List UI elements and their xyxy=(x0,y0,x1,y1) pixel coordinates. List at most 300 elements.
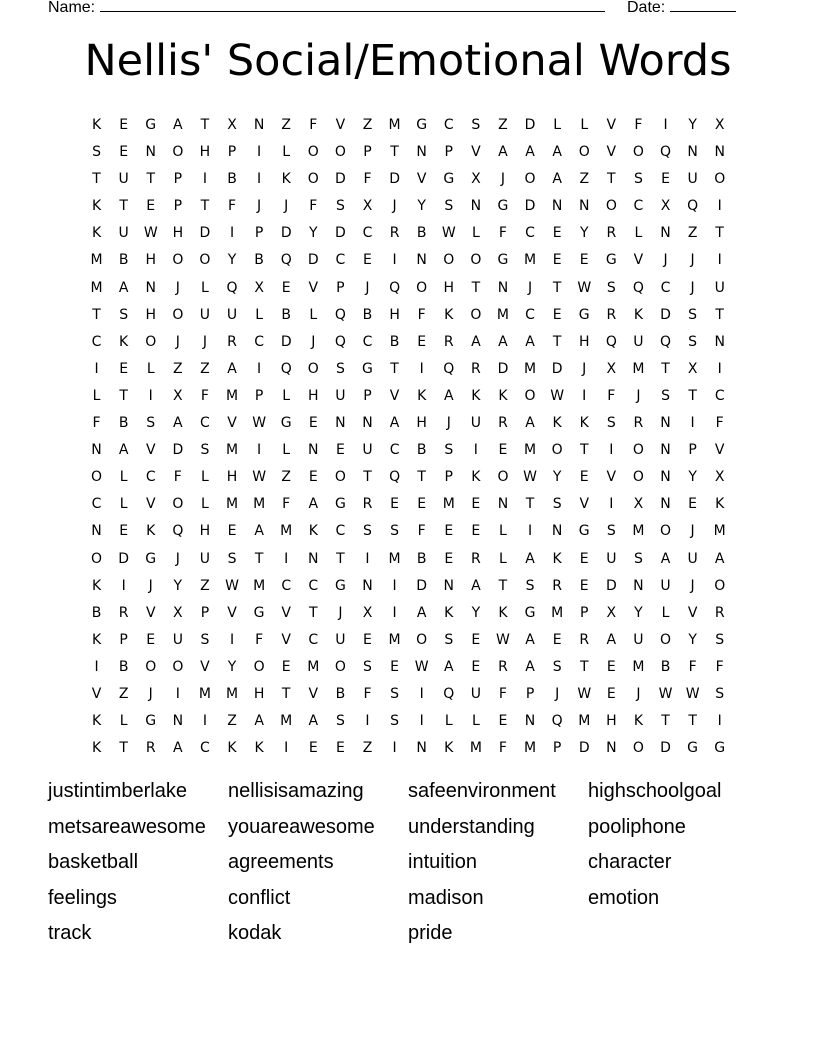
grid-letter: W xyxy=(577,685,592,702)
grid-letter: N xyxy=(660,442,671,459)
name-field[interactable] xyxy=(48,0,605,17)
grid-letter: J xyxy=(500,171,506,188)
grid-letter: N xyxy=(253,117,265,133)
grid-letter: D xyxy=(307,252,319,269)
grid-letter: F xyxy=(92,415,101,432)
grid-letter: P xyxy=(363,387,372,404)
grid-letter: U xyxy=(470,415,481,432)
grid-row xyxy=(83,708,733,735)
grid-letter: M xyxy=(469,740,482,757)
grid-letter: M xyxy=(551,604,564,621)
grid-letter: O xyxy=(470,306,482,323)
grid-letter: H xyxy=(226,469,238,486)
word-list-item: nellisisamazing xyxy=(228,780,364,802)
grid-letter: T xyxy=(525,496,535,513)
grid-letter: J xyxy=(636,685,641,702)
grid-letter: D xyxy=(605,577,617,594)
grid-letter: B xyxy=(254,252,264,269)
grid-letter: L xyxy=(282,387,291,404)
grid-letter: C xyxy=(200,740,210,757)
grid-letter: X xyxy=(633,496,644,513)
grid-letter: G xyxy=(253,604,265,621)
grid-letter: K xyxy=(146,523,156,540)
grid-letter: T xyxy=(119,387,128,404)
grid-letter: I xyxy=(202,171,207,188)
grid-letter: A xyxy=(552,171,562,188)
grid-letter: M xyxy=(253,577,266,594)
grid-letter: E xyxy=(227,523,237,540)
grid-letter: V xyxy=(281,631,291,648)
grid-letter: T xyxy=(281,685,291,702)
grid-letter: N xyxy=(497,496,509,513)
grid-letter: G xyxy=(497,198,509,215)
grid-letter: S xyxy=(390,685,400,702)
grid-letter: D xyxy=(660,740,671,757)
grid-letter: A xyxy=(660,550,671,567)
grid-letter: K xyxy=(91,577,102,594)
grid-letter: L xyxy=(201,496,209,513)
grid-letter: F xyxy=(715,658,724,675)
grid-letter: F xyxy=(634,117,643,133)
grid-letter: S xyxy=(335,713,345,730)
grid-letter: O xyxy=(497,469,509,486)
date-line[interactable] xyxy=(670,0,736,12)
grid-row xyxy=(83,654,733,681)
grid-letter: Z xyxy=(281,117,291,133)
grid-letter: T xyxy=(254,550,264,567)
grid-letter: C xyxy=(91,333,102,350)
grid-letter: D xyxy=(280,333,292,350)
grid-letter: E xyxy=(579,550,589,567)
grid-letter: M xyxy=(90,252,103,269)
grid-row xyxy=(83,112,733,139)
grid-letter: V xyxy=(389,387,400,404)
grid-letter: G xyxy=(145,550,157,567)
grid-row xyxy=(83,464,733,491)
grid-letter: F xyxy=(715,415,724,432)
grid-letter: S xyxy=(200,631,210,648)
grid-letter: I xyxy=(663,117,668,133)
grid-letter: Q xyxy=(389,279,401,296)
word-list-item: kodak xyxy=(228,922,282,945)
grid-letter: A xyxy=(416,604,427,621)
grid-letter: Z xyxy=(200,577,210,594)
grid-letter: J xyxy=(175,333,180,350)
grid-letter: O xyxy=(524,171,536,188)
grid-letter: N xyxy=(91,523,102,540)
grid-letter: G xyxy=(362,360,373,377)
grid-letter: N xyxy=(145,144,156,161)
grid-letter: S xyxy=(633,171,643,188)
grid-letter: I xyxy=(717,252,722,269)
grid-letter: O xyxy=(253,658,265,675)
word-list-item: feelings xyxy=(48,886,117,909)
grid-letter: Q xyxy=(660,333,672,350)
grid-letter: J xyxy=(202,333,207,350)
grid-letter: W xyxy=(685,685,700,702)
grid-letter: W xyxy=(252,469,267,486)
grid-letter: M xyxy=(524,740,537,757)
grid-letter: M xyxy=(713,523,726,540)
grid-letter: J xyxy=(365,279,370,296)
grid-letter: G xyxy=(280,415,292,432)
grid-letter: E xyxy=(308,469,318,486)
grid-letter: E xyxy=(146,198,156,215)
grid-letter: M xyxy=(524,252,537,269)
grid-letter: A xyxy=(254,713,264,730)
grid-letter: O xyxy=(334,469,346,486)
grid-letter: E xyxy=(308,415,318,432)
grid-letter: Z xyxy=(200,360,210,377)
grid-letter: C xyxy=(362,333,373,350)
grid-letter: T xyxy=(607,171,616,188)
grid-row xyxy=(83,491,733,518)
grid-letter: K xyxy=(91,198,102,215)
grid-letter: B xyxy=(416,442,427,459)
grid-row xyxy=(83,247,733,274)
grid-letter: L xyxy=(499,550,507,567)
grid-letter: K xyxy=(91,631,102,648)
grid-letter: N xyxy=(714,333,725,350)
grid-letter: Q xyxy=(605,333,617,350)
grid-letter: I xyxy=(94,360,99,377)
grid-letter: P xyxy=(363,144,372,161)
grid-letter: F xyxy=(417,523,426,540)
grid-letter: R xyxy=(552,577,562,594)
grid-letter: U xyxy=(687,171,698,188)
grid-letter: C xyxy=(308,577,319,594)
word-list-item: conflict xyxy=(228,886,291,909)
grid-letter: G xyxy=(605,252,617,269)
grid-letter: A xyxy=(525,658,535,675)
grid-letter: L xyxy=(553,117,562,133)
grid-letter: N xyxy=(660,225,671,242)
grid-letter: I xyxy=(121,577,126,594)
grid-letter: E xyxy=(579,252,589,269)
grid-row xyxy=(83,220,733,247)
grid-letter: U xyxy=(633,333,644,350)
grid-letter: E xyxy=(335,442,345,459)
grid-letter: V xyxy=(335,117,346,133)
grid-letter: G xyxy=(578,523,590,540)
grid-letter: S xyxy=(92,144,101,161)
grid-letter: I xyxy=(148,387,153,404)
grid-letter: C xyxy=(633,198,644,215)
grid-letter: S xyxy=(119,306,129,323)
grid-letter: M xyxy=(632,360,645,377)
grid-letter: X xyxy=(714,117,725,133)
grid-letter: B xyxy=(281,306,291,323)
grid-letter: C xyxy=(389,442,400,459)
grid-letter: X xyxy=(606,360,617,377)
grid-letter: O xyxy=(416,279,428,296)
grid-letter: V xyxy=(606,469,617,486)
word-list-item: safeenvironment xyxy=(408,780,556,802)
grid-letter: S xyxy=(525,577,535,594)
grid-letter: Y xyxy=(227,252,237,269)
grid-letter: P xyxy=(200,604,210,621)
grid-letter: P xyxy=(254,225,264,242)
grid-letter: O xyxy=(172,496,184,513)
grid-letter: Z xyxy=(687,225,698,242)
grid-letter: G xyxy=(714,740,726,757)
grid-letter: M xyxy=(225,496,239,513)
grid-row xyxy=(83,356,733,383)
grid-letter: R xyxy=(498,415,508,432)
grid-letter: T xyxy=(552,279,562,296)
grid-letter: S xyxy=(444,198,454,215)
grid-letter: N xyxy=(362,577,373,594)
grid-letter: A xyxy=(227,360,237,377)
grid-letter: B xyxy=(389,333,400,350)
grid-letter: Z xyxy=(227,713,237,730)
grid-letter: F xyxy=(227,198,237,215)
grid-letter: I xyxy=(257,171,262,188)
grid-row xyxy=(83,139,733,166)
grid-letter: I xyxy=(284,740,289,757)
grid-letter: X xyxy=(687,360,698,377)
grid-letter: S xyxy=(552,658,562,675)
grid-letter: K xyxy=(91,740,102,757)
grid-letter: C xyxy=(335,252,346,269)
grid-letter: A xyxy=(443,658,454,675)
grid-letter: O xyxy=(145,333,157,350)
word-list-item: youareawesome xyxy=(228,815,375,838)
grid-letter: L xyxy=(309,306,318,323)
grid-letter: Y xyxy=(688,117,697,133)
grid-letter: H xyxy=(172,225,184,242)
grid-letter: E xyxy=(119,117,129,133)
grid-letter: L xyxy=(201,279,209,296)
grid-letter: O xyxy=(470,252,482,269)
grid-letter: O xyxy=(91,469,103,486)
grid-letter: M xyxy=(388,550,401,567)
grid-row xyxy=(83,627,733,654)
grid-letter: H xyxy=(253,685,265,702)
grid-letter: N xyxy=(551,198,563,215)
grid-letter: R xyxy=(579,631,590,648)
grid-letter: W xyxy=(252,415,267,432)
grid-letter: X xyxy=(227,117,237,133)
grid-letter: L xyxy=(444,713,453,730)
grid-letter: M xyxy=(225,387,239,404)
word-list-item: madison xyxy=(408,886,484,909)
grid-letter: F xyxy=(363,685,372,702)
grid-letter: H xyxy=(199,144,211,161)
grid-letter: O xyxy=(307,144,319,161)
grid-letter: M xyxy=(307,658,320,675)
word-list-item: track xyxy=(48,922,92,945)
grid-letter: K xyxy=(552,415,562,432)
grid-letter: A xyxy=(525,631,535,648)
grid-letter: G xyxy=(145,713,157,730)
grid-letter: G xyxy=(497,252,509,269)
grid-letter: F xyxy=(498,740,507,757)
grid-letter: A xyxy=(714,550,725,567)
grid-letter: K xyxy=(119,333,129,350)
grid-letter: K xyxy=(91,225,102,242)
grid-letter: W xyxy=(577,279,592,296)
grid-letter: T xyxy=(417,469,426,486)
grid-letter: I xyxy=(257,360,262,377)
grid-letter: J xyxy=(311,333,316,350)
grid-letter: U xyxy=(335,387,346,404)
grid-letter: M xyxy=(253,496,266,513)
grid-letter: D xyxy=(280,225,292,242)
grid-letter: Y xyxy=(579,225,589,242)
grid-letter: M xyxy=(632,658,645,675)
grid-letter: M xyxy=(280,523,293,540)
grid-letter: M xyxy=(198,685,211,702)
grid-letter: T xyxy=(200,198,210,215)
grid-letter: E xyxy=(281,279,291,296)
grid-letter: E xyxy=(444,550,454,567)
grid-letter: E xyxy=(661,171,670,188)
grid-letter: V xyxy=(687,604,698,621)
grid-letter: E xyxy=(417,333,427,350)
grid-letter: M xyxy=(496,306,509,323)
grid-letter: C xyxy=(145,469,156,486)
grid-letter: X xyxy=(254,279,264,296)
grid-letter: A xyxy=(173,415,183,432)
grid-letter: C xyxy=(660,279,671,296)
grid-letter: K xyxy=(417,387,427,404)
grid-letter: B xyxy=(660,658,671,675)
grid-letter: E xyxy=(146,631,156,648)
grid-letter: S xyxy=(444,442,454,459)
grid-letter: L xyxy=(282,144,291,161)
grid-letter: W xyxy=(441,225,456,242)
grid-letter: Q xyxy=(280,252,292,269)
grid-letter: V xyxy=(227,604,237,621)
grid-letter: N xyxy=(145,279,156,296)
grid-letter: K xyxy=(444,306,454,323)
grid-letter: E xyxy=(552,306,562,323)
grid-letter: J xyxy=(257,198,262,215)
grid-letter: I xyxy=(609,442,614,459)
grid-letter: Z xyxy=(173,360,183,377)
grid-letter: W xyxy=(414,658,429,675)
grid-letter: S xyxy=(335,198,345,215)
grid-letter: T xyxy=(336,550,345,567)
grid-row xyxy=(83,275,733,302)
grid-letter: U xyxy=(226,306,238,323)
grid-letter: G xyxy=(687,740,699,757)
grid-letter: F xyxy=(309,198,318,215)
grid-letter: K xyxy=(633,713,644,730)
grid-letter: C xyxy=(525,306,535,323)
grid-letter: I xyxy=(392,604,397,621)
grid-letter: I xyxy=(717,198,722,215)
grid-letter: I xyxy=(257,442,262,459)
grid-letter: I xyxy=(229,631,235,648)
grid-letter: T xyxy=(92,171,101,188)
grid-letter: V xyxy=(416,171,427,188)
grid-letter: A xyxy=(254,523,264,540)
grid-letter: S xyxy=(715,685,725,702)
grid-letter: J xyxy=(446,415,451,432)
date-field[interactable] xyxy=(627,0,736,17)
grid-letter: C xyxy=(525,225,535,242)
word-list xyxy=(48,780,768,958)
grid-letter: P xyxy=(227,144,237,161)
grid-letter: A xyxy=(173,740,183,757)
grid-letter: E xyxy=(390,658,399,675)
grid-letter: M xyxy=(524,442,537,459)
grid-letter: I xyxy=(717,360,722,377)
grid-letter: B xyxy=(416,225,427,242)
grid-letter: D xyxy=(199,225,211,242)
grid-letter: M xyxy=(632,523,645,540)
grid-letter: G xyxy=(334,496,346,513)
grid-letter: S xyxy=(390,523,400,540)
grid-letter: O xyxy=(632,740,644,757)
grid-letter: D xyxy=(335,225,346,242)
grid-letter: O xyxy=(524,387,536,404)
grid-letter: S xyxy=(633,550,643,567)
word-list-item: agreements xyxy=(228,851,334,874)
grid-letter: H xyxy=(578,333,590,350)
grid-letter: H xyxy=(443,279,455,296)
grid-letter: N xyxy=(416,144,427,161)
grid-letter: N xyxy=(687,144,698,161)
grid-letter: P xyxy=(444,469,453,486)
grid-letter: N xyxy=(470,198,482,215)
grid-letter: R xyxy=(145,740,156,757)
grid-letter: D xyxy=(524,198,536,215)
grid-row xyxy=(83,166,733,193)
grid-letter: Z xyxy=(362,740,373,757)
grid-letter: G xyxy=(578,306,590,323)
grid-letter: J xyxy=(690,252,695,269)
grid-letter: L xyxy=(661,604,670,621)
name-line[interactable] xyxy=(100,0,605,12)
grid-letter: I xyxy=(582,387,587,404)
grid-letter: T xyxy=(363,469,372,486)
grid-letter: I xyxy=(392,252,397,269)
word-list-item: metsareawesome xyxy=(48,815,206,838)
grid-letter: K xyxy=(552,550,562,567)
grid-letter: K xyxy=(308,523,318,540)
grid-letter: D xyxy=(524,117,536,133)
grid-letter: A xyxy=(525,144,535,161)
grid-letter: B xyxy=(91,604,102,621)
grid-letter: N xyxy=(714,144,725,161)
grid-letter: H xyxy=(389,306,400,323)
grid-letter: T xyxy=(92,306,101,323)
grid-letter: T xyxy=(471,279,481,296)
grid-letter: I xyxy=(419,713,424,730)
word-list-item: intuition xyxy=(408,851,477,874)
grid-letter: Q xyxy=(632,279,644,296)
grid-letter: J xyxy=(148,685,153,702)
grid-letter: L xyxy=(119,713,128,730)
grid-letter: Q xyxy=(443,685,455,702)
grid-letter: Q xyxy=(280,360,292,377)
grid-letter: Y xyxy=(227,658,237,675)
grid-letter: X xyxy=(362,198,373,215)
grid-letter: L xyxy=(119,496,128,513)
grid-letter: B xyxy=(118,252,129,269)
grid-letter: A xyxy=(471,577,481,594)
grid-letter: E xyxy=(119,523,129,540)
grid-letter: U xyxy=(660,577,671,594)
grid-row xyxy=(83,410,733,437)
word-list-item: understanding xyxy=(408,815,535,838)
grid-row xyxy=(83,302,733,329)
grid-letter: A xyxy=(173,117,183,133)
grid-letter: O xyxy=(172,144,184,161)
